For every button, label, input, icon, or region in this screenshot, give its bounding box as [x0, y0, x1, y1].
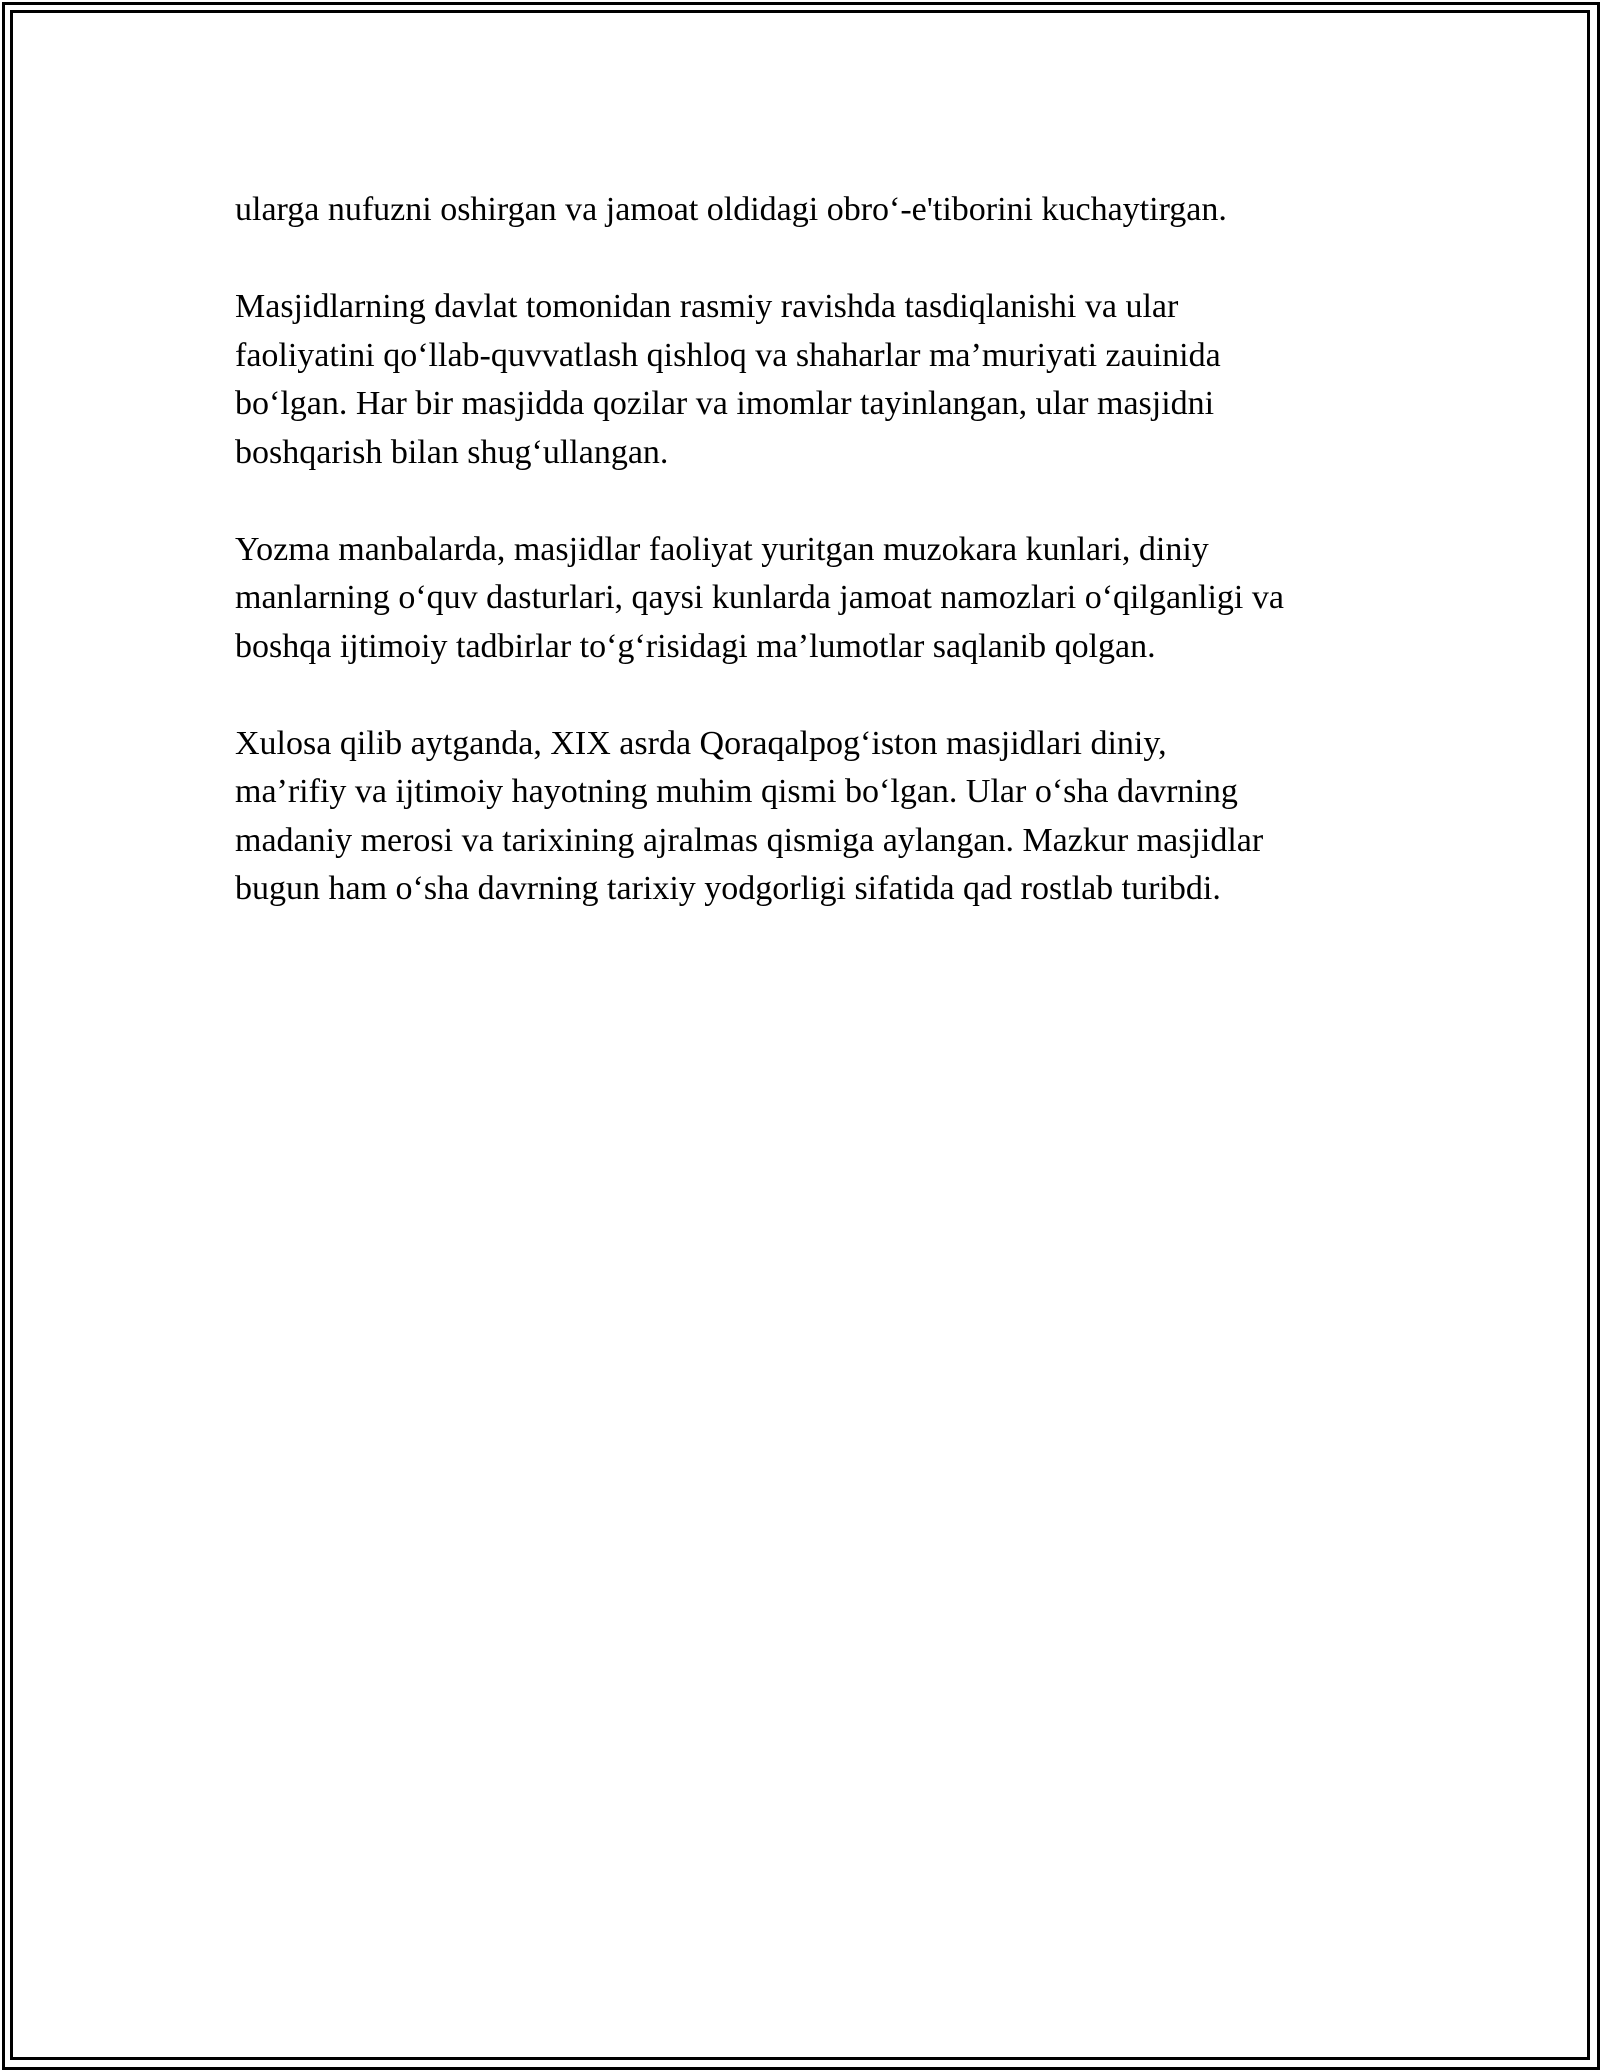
text-line: bugun ham o‘sha davrning tarixiy yodgorligi sifatida qad rostlab turibdi. [235, 870, 1221, 907]
text-line: madaniy merosi va tarixining ajralmas qismiga aylangan. Mazkur masjidlar [235, 821, 1264, 859]
paragraph-2 [235, 283, 1395, 477]
text-line: Yozma manbalarda, masjidlar faoliyat yuritgan muzokara kunlari, diniy [235, 530, 1209, 568]
paragraph-1 [235, 186, 1395, 235]
paragraph-3 [235, 526, 1395, 672]
text-line: manlarning o‘quv dasturlari, qaysi kunlarda jamoat namozlari o‘qilganligi va [235, 579, 1284, 616]
text-line: ularga nufuzni oshirgan va jamoat oldidagi obro‘-e'tiborini kuchaytirgan. [235, 191, 1227, 228]
text-line: boshqarish bilan shug‘ullangan. [235, 433, 669, 471]
text-line: faoliyatini qo‘llab-quvvatlash qishloq va shaharlar ma’muriyati zauinida [235, 336, 1221, 374]
text-line: boshqa ijtimoiy tadbirlar to‘g‘risidagi ma’lumotlar saqlanib qolgan. [235, 627, 1156, 665]
text-line: Masjidlarning davlat tomonidan rasmiy ravishda tasdiqlanishi va ular [235, 288, 1179, 325]
text-line: bo‘lgan. Har bir masjidda qozilar va imomlar tayinlangan, ular masjidni [235, 385, 1215, 422]
text-line: ma’rifiy va ijtimoiy hayotning muhim qismi bo‘lgan. Ular o‘sha davrning [235, 773, 1238, 810]
text-line: Xulosa qilib aytganda, XIX asrda Qoraqalpog‘iston masjidlari diniy, [235, 724, 1167, 762]
paragraph-4 [235, 720, 1395, 914]
document-body [235, 186, 1395, 962]
